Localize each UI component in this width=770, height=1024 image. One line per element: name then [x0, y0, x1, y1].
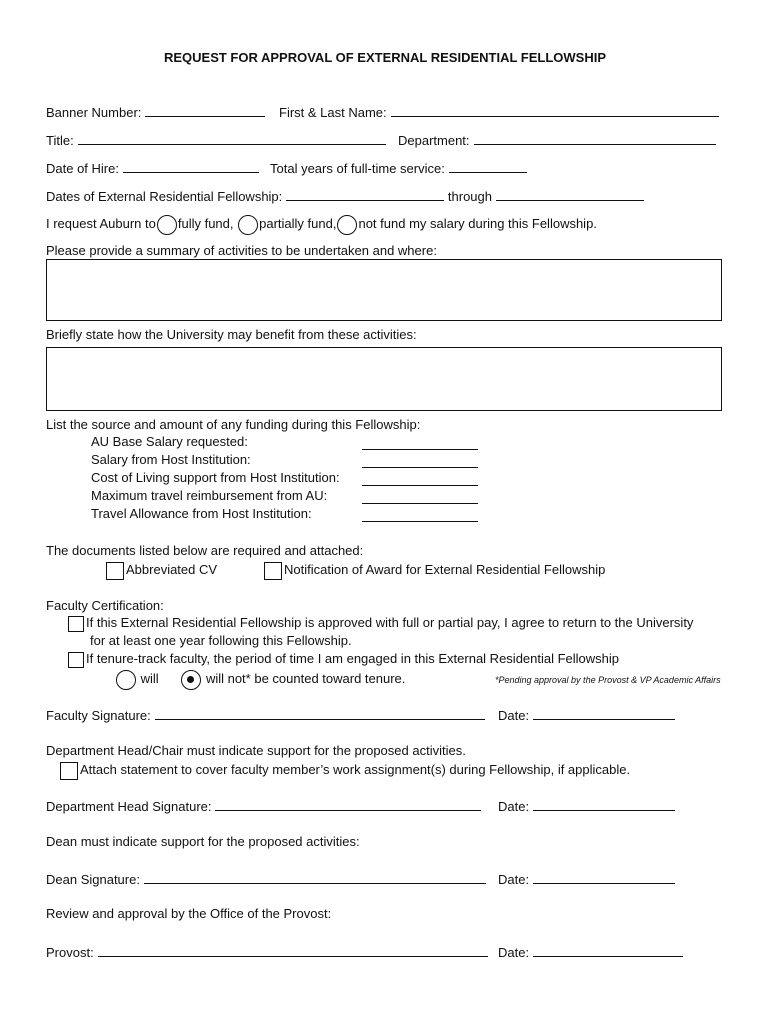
cost-of-living-field[interactable]	[362, 472, 478, 486]
dean-date-row	[498, 870, 675, 888]
fully-fund-radio[interactable]	[157, 215, 177, 235]
faculty-date-label: Date:	[498, 708, 530, 723]
benefit-textarea[interactable]	[46, 347, 722, 411]
provost-signature-label: Provost:	[46, 945, 94, 960]
pending-approval-note: *Pending approval by the Provost & VP Academic Affairs	[495, 675, 721, 685]
faculty-date-row	[498, 706, 675, 724]
total-years-field[interactable]	[449, 159, 527, 173]
host-salary-field[interactable]	[362, 454, 478, 468]
faculty-signature-label: Faculty Signature:	[46, 708, 151, 723]
funding-source-label: AU Base Salary requested:	[91, 434, 248, 449]
will-count-radio[interactable]	[116, 670, 136, 690]
form-title: REQUEST FOR APPROVAL OF EXTERNAL RESIDENTIAL FELLOWSHIP	[163, 50, 607, 65]
attach-statement-row	[60, 760, 630, 780]
au-base-salary-field[interactable]	[362, 436, 478, 450]
provost-date-field[interactable]	[533, 943, 683, 957]
department-label: Department:	[398, 133, 470, 148]
dept-support-text: Department Head/Chair must indicate support for the proposed activities.	[46, 743, 466, 758]
dean-date-label: Date:	[498, 872, 530, 887]
notification-checkbox[interactable]	[264, 562, 282, 580]
tenure-checkbox[interactable]	[68, 652, 84, 668]
total-years-label: Total years of full-time service:	[270, 161, 445, 176]
will-not-count-label: will not* be counted toward tenure.	[205, 671, 406, 686]
dept-head-signature-row	[46, 797, 481, 815]
funding-source-label: Travel Allowance from Host Institution:	[91, 506, 312, 521]
date-of-hire-field[interactable]	[123, 159, 259, 173]
dean-signature-label: Dean Signature:	[46, 872, 140, 887]
fellowship-end-field[interactable]	[496, 187, 644, 201]
attach-statement-text: Attach statement to cover faculty member’s work assignment(s) during Fellowship, if applicable.	[80, 762, 631, 777]
return-commitment-row	[68, 615, 693, 632]
through-label: through	[447, 189, 492, 204]
tenure-text: If tenure-track faculty, the period of time I am engaged in this External Residential Fellowship	[86, 651, 620, 666]
cv-label: Abbreviated CV	[126, 562, 218, 577]
funding-source-label: Maximum travel reimbursement from AU:	[91, 488, 328, 503]
provost-date-label: Date:	[498, 945, 530, 960]
summary-textarea[interactable]	[46, 259, 722, 321]
not-fund-radio[interactable]	[337, 215, 357, 235]
funding-request-row	[46, 213, 597, 235]
banner-number-field[interactable]	[145, 103, 265, 117]
dean-signature-field[interactable]	[144, 870, 486, 884]
attach-statement-checkbox[interactable]	[60, 762, 78, 780]
total-years-row	[270, 159, 527, 177]
faculty-signature-field[interactable]	[155, 706, 485, 720]
dean-date-field[interactable]	[533, 870, 675, 884]
dept-head-date-label: Date:	[498, 799, 530, 814]
name-label: First & Last Name:	[279, 105, 387, 120]
notification-label: Notification of Award for External Residential Fellowship	[284, 562, 606, 577]
dept-head-date-row	[498, 797, 675, 815]
fully-fund-label: fully fund,	[177, 216, 234, 231]
return-commitment-text-2: for at least one year following this Fellowship.	[90, 633, 352, 648]
department-field[interactable]	[474, 131, 716, 145]
funding-source-label: Salary from Host Institution:	[91, 452, 251, 467]
partially-fund-radio[interactable]	[238, 215, 258, 235]
fellowship-dates-label: Dates of External Residential Fellowship:	[46, 189, 283, 204]
banner-number-row	[46, 103, 265, 121]
name-field[interactable]	[391, 103, 719, 117]
title-label: Title:	[46, 133, 74, 148]
title-row	[46, 131, 386, 149]
date-of-hire-label: Date of Hire:	[46, 161, 119, 176]
fellowship-dates-row	[46, 187, 644, 205]
dept-head-date-field[interactable]	[533, 797, 675, 811]
date-of-hire-row	[46, 159, 259, 177]
provost-signature-field[interactable]	[98, 943, 488, 957]
benefit-prompt: Briefly state how the University may benefit from these activities:	[46, 327, 417, 342]
partially-fund-label: partially fund,	[259, 216, 337, 231]
travel-allowance-field[interactable]	[362, 508, 478, 522]
department-row	[398, 131, 716, 149]
not-fund-label: not fund my salary during this Fellowship.	[358, 216, 597, 231]
tenure-row	[68, 651, 619, 668]
return-commitment-text: If this External Residential Fellowship is approved with full or partial pay, I agree to return to the University	[86, 615, 694, 630]
provost-review-text: Review and approval by the Office of the Provost:	[46, 906, 332, 921]
return-commitment-checkbox[interactable]	[68, 616, 84, 632]
tenure-options-row	[115, 668, 405, 690]
provost-signature-row	[46, 943, 488, 961]
notification-row	[264, 560, 605, 580]
funding-request-prefix: I request Auburn to	[46, 216, 156, 231]
name-row	[279, 103, 719, 121]
certification-heading: Faculty Certification:	[46, 598, 164, 613]
funding-sources-heading: List the source and amount of any funding during this Fellowship:	[46, 417, 421, 432]
title-field[interactable]	[78, 131, 386, 145]
faculty-signature-row	[46, 706, 485, 724]
travel-reimbursement-field[interactable]	[362, 490, 478, 504]
dean-signature-row	[46, 870, 486, 888]
cv-row	[106, 560, 217, 580]
faculty-date-field[interactable]	[533, 706, 675, 720]
dept-head-signature-field[interactable]	[215, 797, 481, 811]
will-not-count-radio[interactable]	[181, 670, 201, 690]
cv-checkbox[interactable]	[106, 562, 124, 580]
funding-source-label: Cost of Living support from Host Institution:	[91, 470, 340, 485]
dean-support-text: Dean must indicate support for the proposed activities:	[46, 834, 360, 849]
summary-prompt: Please provide a summary of activities to be undertaken and where:	[46, 243, 437, 258]
will-count-label: will	[140, 671, 159, 686]
documents-heading: The documents listed below are required and attached:	[46, 543, 364, 558]
banner-number-label: Banner Number:	[46, 105, 142, 120]
fellowship-start-field[interactable]	[286, 187, 444, 201]
dept-head-signature-label: Department Head Signature:	[46, 799, 212, 814]
provost-date-row	[498, 943, 683, 961]
